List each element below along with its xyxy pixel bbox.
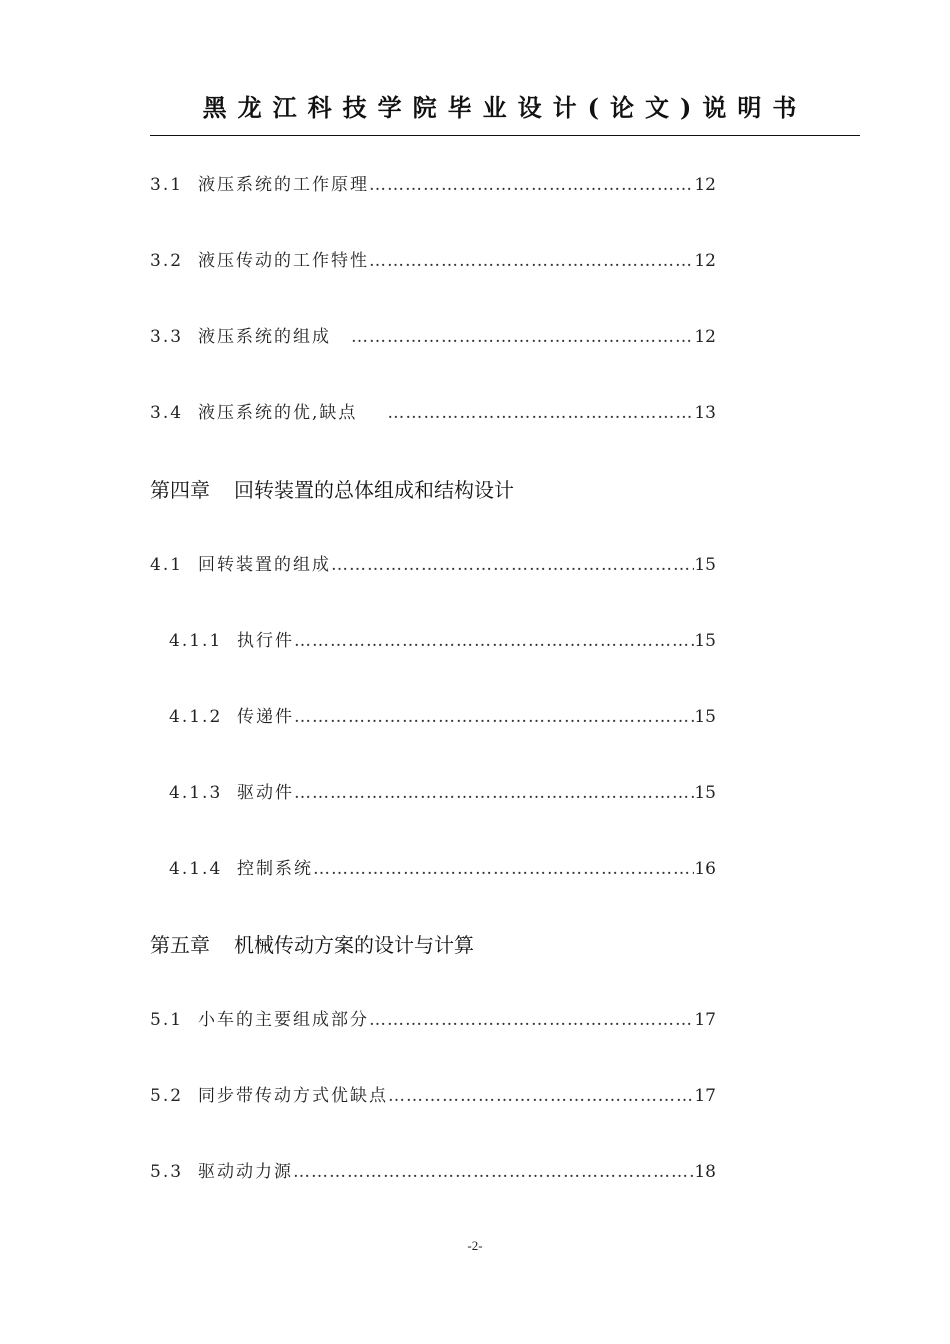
toc-entry-page: 16 bbox=[694, 859, 716, 879]
toc-entry-number: 4.1.3 bbox=[169, 783, 223, 803]
toc-dot-leader bbox=[294, 707, 694, 727]
toc-entry-number: 5.1 bbox=[150, 1010, 184, 1030]
chapter-title: 机械传动方案的设计与计算 bbox=[234, 933, 474, 957]
toc-subentry[interactable] bbox=[169, 854, 716, 880]
toc-entry-number: 3.2 bbox=[150, 251, 184, 271]
toc-dot-leader bbox=[369, 1010, 694, 1030]
toc-entry-number: 4.1 bbox=[150, 555, 184, 575]
toc-entry-page: 13 bbox=[694, 403, 716, 423]
toc-entry-title: 液压系统的组成 bbox=[198, 327, 331, 347]
toc-entry-number: 3.4 bbox=[150, 403, 184, 423]
toc-dot-leader bbox=[387, 403, 694, 423]
toc-entry-title: 小车的主要组成部分 bbox=[198, 1010, 369, 1030]
header-rule bbox=[150, 135, 860, 136]
toc-entry[interactable] bbox=[150, 550, 716, 576]
toc-entry-number: 3.1 bbox=[150, 175, 184, 195]
toc-entry-title: 回转装置的组成 bbox=[198, 555, 331, 575]
toc-entry-title: 驱动件 bbox=[237, 783, 294, 803]
toc-entry[interactable] bbox=[150, 1005, 716, 1031]
chapter-number: 第五章 bbox=[150, 933, 210, 957]
toc-entry-page: 12 bbox=[694, 327, 716, 347]
toc-subentry[interactable] bbox=[169, 702, 716, 728]
toc-dot-leader bbox=[331, 555, 694, 575]
toc-entry-title: 控制系统 bbox=[237, 859, 313, 879]
toc-entry-number: 4.1.4 bbox=[169, 859, 223, 879]
toc-entry-number: 4.1.1 bbox=[169, 631, 223, 651]
toc-dot-leader bbox=[293, 1162, 694, 1182]
page-number: -2- bbox=[467, 1238, 483, 1253]
toc-entry[interactable] bbox=[150, 170, 716, 196]
toc-dot-leader bbox=[388, 1086, 694, 1106]
toc-entry-page: 12 bbox=[694, 175, 716, 195]
toc-dot-leader bbox=[369, 175, 694, 195]
page-header-title: 黑龙江科技学院毕业设计(论文)说明书 bbox=[202, 93, 808, 122]
toc-entry-title: 执行件 bbox=[237, 631, 294, 651]
toc-entry-page: 15 bbox=[694, 555, 716, 575]
toc-chapter-heading[interactable] bbox=[150, 474, 790, 503]
toc-entry-page: 15 bbox=[694, 783, 716, 803]
toc-subentry[interactable] bbox=[169, 626, 716, 652]
toc-entry[interactable] bbox=[150, 246, 716, 272]
toc-entry-page: 17 bbox=[694, 1086, 716, 1106]
toc-entry-page: 17 bbox=[694, 1010, 716, 1030]
toc-entry-title: 传递件 bbox=[237, 707, 294, 727]
toc-entry-number: 3.3 bbox=[150, 327, 184, 347]
toc-entry-number: 4.1.2 bbox=[169, 707, 223, 727]
toc-dot-leader bbox=[369, 251, 694, 271]
toc-entry-title: 液压传动的工作特性 bbox=[198, 251, 369, 271]
toc-entry[interactable] bbox=[150, 1081, 716, 1107]
toc-entry-page: 15 bbox=[694, 631, 716, 651]
toc-entry-title: 液压系统的优,缺点 bbox=[198, 403, 358, 423]
toc-entry[interactable] bbox=[150, 1157, 716, 1183]
chapter-title: 回转装置的总体组成和结构设计 bbox=[234, 478, 514, 502]
toc-dot-leader bbox=[294, 631, 694, 651]
toc-entry-page: 15 bbox=[694, 707, 716, 727]
toc-chapter-heading[interactable] bbox=[150, 929, 790, 958]
toc-entry-page: 18 bbox=[694, 1162, 716, 1182]
toc-subentry[interactable] bbox=[169, 778, 716, 804]
toc-entry-number: 5.2 bbox=[150, 1086, 184, 1106]
toc-dot-leader bbox=[294, 783, 694, 803]
toc-entry-number: 5.3 bbox=[150, 1162, 184, 1182]
chapter-number: 第四章 bbox=[150, 478, 210, 502]
toc-entry-page: 12 bbox=[694, 251, 716, 271]
toc-entry[interactable] bbox=[150, 398, 716, 424]
toc-entry-title: 液压系统的工作原理 bbox=[198, 175, 369, 195]
toc-entry[interactable] bbox=[150, 322, 716, 348]
toc-dot-leader bbox=[351, 327, 694, 347]
toc-dot-leader bbox=[313, 859, 694, 879]
toc-entry-title: 同步带传动方式优缺点 bbox=[198, 1086, 388, 1106]
toc-entry-title: 驱动动力源 bbox=[198, 1162, 293, 1182]
